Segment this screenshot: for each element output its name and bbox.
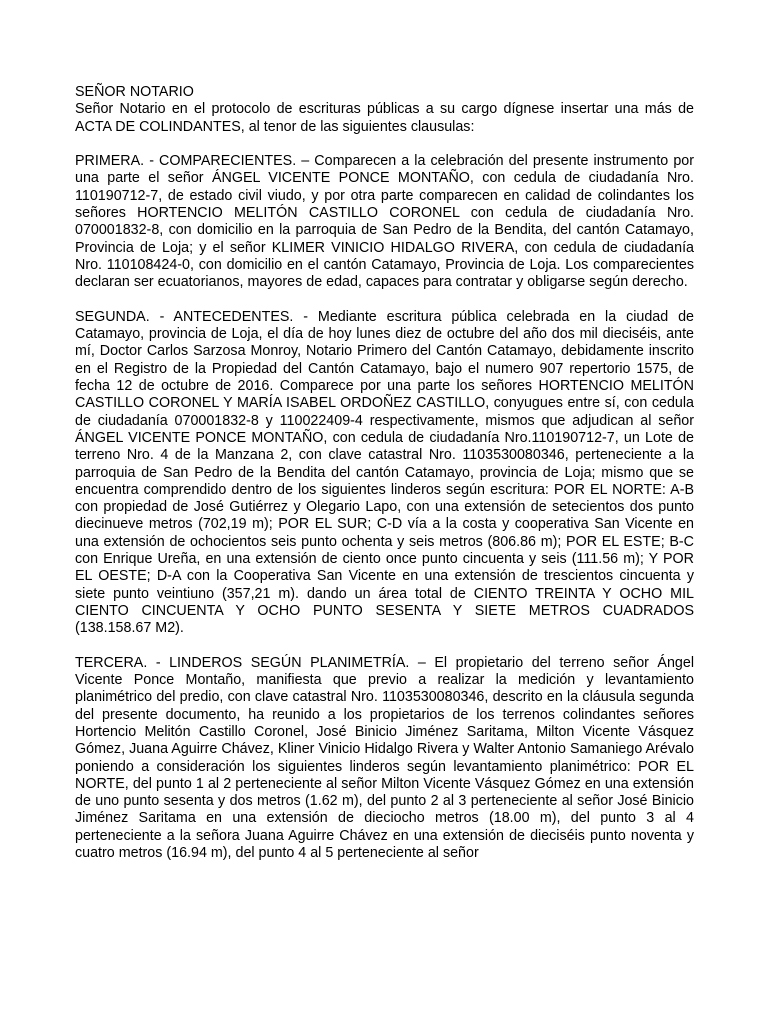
intro-paragraph: Señor Notario en el protocolo de escrituras públicas a su cargo dígnese insertar una más de ACTA DE COLINDANTES, al tenor de las siguientes clausulas: — [75, 101, 694, 135]
clause-primera: PRIMERA. - COMPARECIENTES. – Comparecen a la celebración del presente instrumento por una parte el señor ÁNGEL VICENTE PONCE MONTAÑO, con cedula de ciudadanía Nro. 110190712-7, de estado civil viudo, y por otra parte comparecen en calidad de colindantes los señores HORTENCIO MELITÓN CASTILLO CORONEL con cedula de ciudadanía Nro. 070001832-8, con domicilio en la parroquia de San Pedro de la Bendita, del cantón Catamayo, Provincia de Loja; y el señor KLIMER VINICIO HIDALGO RIVERA, con cedula de ciudadanía Nro. 110108424-0, con domicilio en el cantón Catamayo, Provincia de Loja. Los comparecientes declaran ser ecuatorianos, mayores de edad, capaces para contratar y obligarse según derecho. — [75, 153, 694, 291]
document-heading: SEÑOR NOTARIO — [75, 84, 194, 100]
clause-segunda: SEGUNDA. - ANTECEDENTES. - Mediante escritura pública celebrada en la ciudad de Catamayo, provincia de Loja, el día de hoy lunes diez de octubre del año dos mil dieciséis, ante mí, Doctor Carlos Sarzosa Monroy, Notario Primero del Cantón Catamayo, debidamente inscrito en el Registro de la Propiedad del Cantón Catamayo, bajo el numero 907 repertorio 1575, de fecha 12 de octubre de 2016. Comparece por una parte los señores HORTENCIO MELITÓN CASTILLO CORONEL Y MARÍA ISABEL ORDOÑEZ CASTILLO, conyugues entre sí, con cedula de ciudadanía 070001832-8 y 110022409-4 respectivamente, mismos que adjudican al señor ÁNGEL VICENTE PONCE MONTAÑO, con cedula de ciudadanía Nro.110190712-7, un Lote de terreno Nro. 4 de la Manzana 2, con clave catastral Nro. 1103530080346, perteneciente a la parroquia de San Pedro de la Bendita del cantón Catamayo, provincia de Loja; mismo que se encuentra comprendido dentro de los siguientes linderos según escritura: POR EL NORTE: A-B con propiedad de José Gutiérrez y Olegario Lapo, con una extensión de setecientos dos punto diecinueve metros (702,19 m); POR EL SUR; C-D vía a la costa y cooperativa San Vicente en una extensión de ochocientos seis punto ochenta y seis metros (806.86 m); POR EL ESTE; B-C con Enrique Ureña, en una extensión de ciento once punto cincuenta y seis (111.56 m); Y POR EL OESTE; D-A con la Cooperativa San Vicente en una extensión de trescientos cincuenta y siete punto veintiuno (357,21 m). dando un área total de CIENTO TREINTA Y OCHO MIL CIENTO CINCUENTA Y OCHO PUNTO SESENTA Y SIETE METROS CUADRADOS (138.158.67 M2). — [75, 308, 694, 637]
document-page — [75, 84, 694, 880]
clause-tercera: TERCERA. - LINDEROS SEGÚN PLANIMETRÍA. – El propietario del terreno señor Ángel Vicente Ponce Montaño, manifiesta que previo a realizar la medición y levantamiento planimétrico del predio, con clave catastral Nro. 1103530080346, descrito en la cláusula segunda del presente documento, ha reunido a los propietarios de los terrenos colindantes señores Hortencio Melitón Castillo Coronel, José Binicio Jiménez Saritama, Milton Vicente Vásquez Gómez, Juana Aguirre Chávez, Kliner Vinicio Hidalgo Rivera y Walter Antonio Samaniego Arévalo poniendo a consideración los siguientes linderos según levantamiento planimétrico: POR EL NORTE, del punto 1 al 2 perteneciente al señor Milton Vicente Vásquez Gómez en una extensión de uno punto sesenta y dos metros (1.62 m), del punto 2 al 3 perteneciente al señor José Binicio Jiménez Saritama en una extensión de dieciocho metros (18.00 m), del punto 3 al 4 perteneciente a la señora Juana Aguirre Chávez en una extensión de dieciséis punto noventa y cuatro metros (16.94 m), del punto 4 al 5 perteneciente al señor — [75, 654, 694, 862]
